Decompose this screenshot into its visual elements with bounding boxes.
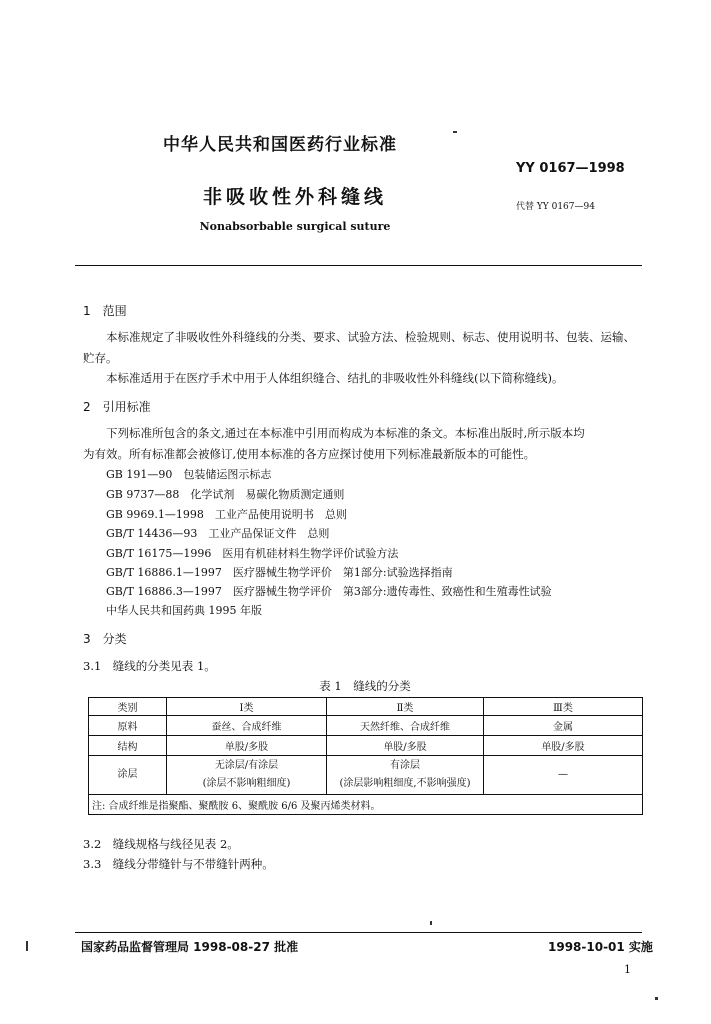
table-cell: — (484, 756, 643, 795)
scan-speck (453, 131, 457, 133)
table-row (89, 716, 643, 736)
table-header-cell: Ⅱ类 (327, 698, 484, 716)
english-title: Nonabsorbable surgical suture (199, 220, 391, 233)
coating-line: (涂层不影响粗细度) (202, 778, 291, 789)
table-cell: 单股/多股 (167, 736, 327, 756)
implementation-date: 1998-10-01 实施 (548, 940, 653, 954)
table-note: 注: 合成纤维是指聚酯、聚酰胺 6、聚酰胺 6/6 及聚丙烯类材料。 (89, 795, 643, 815)
table-1-caption: 表 1 缝线的分类 (319, 679, 411, 693)
replaces-standard: 代替 YY 0167—94 (516, 202, 595, 212)
reference-item: GB 191—90 包装储运图示标志 (106, 468, 272, 481)
section-2-heading: 2 引用标准 (83, 400, 151, 414)
section-1-para-1-line-1: 本标准规定了非吸收性外科缝线的分类、要求、试验方法、检验规则、标志、使用说明书、包装、运输、 (106, 330, 635, 344)
reference-item: GB/T 16886.3—1997 医疗器械生物学评价 第3部分:遗传毒性、致癌性和生殖毒性试验 (106, 585, 552, 598)
table-cell: 涂层 (89, 756, 167, 795)
table-header-cell: Ⅲ类 (484, 698, 643, 716)
reference-item: GB 9969.1—1998 工业产品使用说明书 总则 (106, 508, 347, 521)
table-cell-coating-class-2 (327, 756, 484, 795)
table-header-cell: Ⅰ类 (167, 698, 327, 716)
scan-speck (655, 997, 658, 1000)
coating-line: 有涂层 (390, 760, 420, 771)
section-2-para-line-1: 下列标准所包含的条文,通过在本标准中引用而构成为本标准的条文。本标准出版时,所示版本均 (106, 426, 585, 440)
section-1-para-2: 本标准适用于在医疗手术中用于人体组织缝合、结扎的非吸收性外科缝线(以下简称缝线)。 (106, 371, 564, 385)
reference-item: GB/T 14436—93 工业产品保证文件 总则 (106, 527, 330, 540)
clause-3-3: 3.3 缝线分带缝针与不带缝针两种。 (83, 857, 274, 871)
approval-date: 国家药品监督管理局 1998-08-27 批准 (81, 940, 299, 954)
reference-item: 中华人民共和国药典 1995 年版 (106, 604, 262, 617)
clause-3-1: 3.1 缝线的分类见表 1。 (83, 659, 216, 673)
section-1-para-1-line-2: 贮存。 (83, 351, 118, 365)
footer-rule (75, 932, 642, 933)
standard-number: YY 0167—1998 (516, 161, 625, 176)
header-rule (75, 265, 642, 266)
table-cell: 金属 (484, 716, 643, 736)
page-number: 1 (624, 963, 631, 976)
section-1-heading: 1 范围 (83, 304, 127, 318)
table-cell: 单股/多股 (484, 736, 643, 756)
table-cell: 结构 (89, 736, 167, 756)
classification-table (88, 697, 643, 815)
coating-line: 无涂层/有涂层 (214, 760, 279, 771)
table-cell: 蚕丝、合成纤维 (167, 716, 327, 736)
table-cell: 原料 (89, 716, 167, 736)
reference-item: GB 9737—88 化学试剂 易碳化物质测定通则 (106, 488, 345, 501)
section-3-heading: 3 分类 (83, 632, 127, 646)
table-row (89, 736, 643, 756)
coating-line: (涂层影响粗细度,不影响强度) (339, 778, 471, 789)
document-title: 非吸收性外科缝线 (202, 186, 387, 208)
section-2-para-line-2: 为有效。所有标准都会被修订,使用本标准的各方应探讨使用下列标准最新版本的可能性。 (83, 447, 536, 461)
table-header-row (89, 698, 643, 716)
table-cell: 天然纤维、合成纤维 (327, 716, 484, 736)
table-cell: 单股/多股 (327, 736, 484, 756)
issuing-authority-title: 中华人民共和国医药行业标准 (163, 135, 397, 155)
table-note-row (89, 795, 643, 815)
scan-speck (26, 941, 28, 951)
reference-item: GB/T 16175—1996 医用有机硅材料生物学评价试验方法 (106, 547, 399, 560)
table-header-cell: 类别 (89, 698, 167, 716)
reference-item: GB/T 16886.1—1997 医疗器械生物学评价 第1部分:试验选择指南 (106, 566, 453, 579)
clause-3-2: 3.2 缝线规格与线径见表 2。 (83, 837, 239, 851)
table-row-coating (89, 756, 643, 795)
scan-speck (430, 921, 432, 925)
table-cell-coating-class-1 (167, 756, 327, 795)
